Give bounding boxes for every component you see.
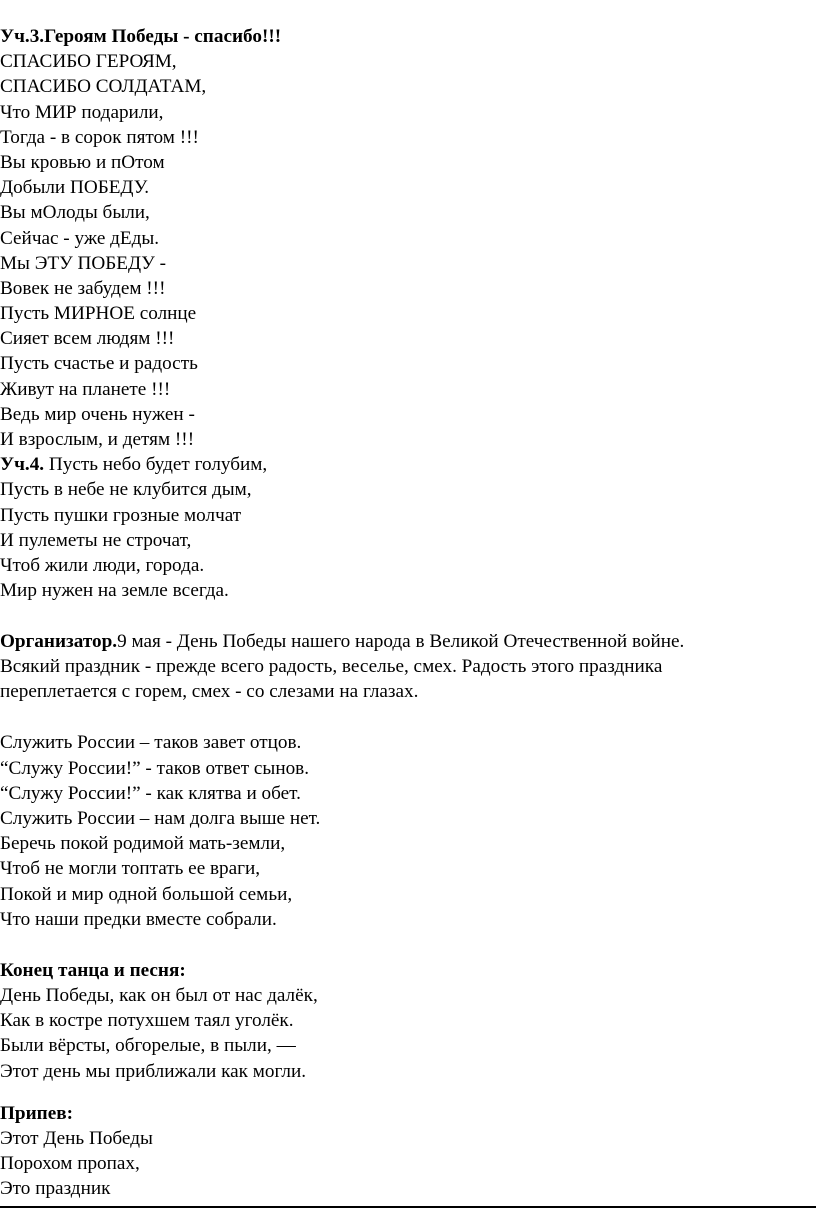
block2-lines (0, 477, 816, 603)
text-line: Служить России – нам долга выше нет. (0, 808, 321, 830)
text-line: Покой и мир одной большой семьи, (0, 883, 293, 905)
text-line: Мир нужен на земле всегда. (0, 580, 229, 602)
text-line: Чтоб не могли топтать ее враги, (0, 858, 261, 880)
text-line: Служить России – таков завет отцов. (0, 732, 302, 754)
spacer (0, 932, 816, 958)
text-line: Это праздник (0, 1178, 111, 1200)
text-line: И пулеметы не строчат, (0, 529, 192, 551)
text-line: Живут на планете !!! (0, 378, 171, 400)
spacer (0, 705, 816, 731)
organizer-label: Организатор. (0, 631, 118, 653)
block2-first-text: Пусть небо будет голубим, (44, 454, 268, 476)
block1-lines (0, 49, 816, 452)
text-line: Что МИР подарили, (0, 101, 164, 123)
spacer (0, 603, 816, 629)
text-line: Этот день мы приближали как могли. (0, 1060, 307, 1082)
dance-song-lines (0, 983, 816, 1084)
text-line: Вы кровью и пОтом (0, 151, 165, 173)
text-line: Пусть пушки грозные молчат (0, 504, 242, 526)
text-line: СПАСИБО ГЕРОЯМ, (0, 51, 177, 73)
text-line: Пусть в небе не клубится дым, (0, 479, 252, 501)
text-line: Чтоб жили люди, города. (0, 554, 205, 576)
block2-first-line (0, 452, 816, 477)
document-page (0, 24, 816, 1201)
spacer (0, 1084, 816, 1101)
text-line: Что наши предки вместе собрали. (0, 908, 277, 930)
text-line: Пусть МИРНОЕ солнце (0, 303, 197, 325)
text-line: Были вёрсты, обгорелые, в пыли, — (0, 1035, 296, 1057)
text-line: переплетается с горем, смех - со слезами на глазах. (0, 681, 419, 703)
chorus-lines (0, 1126, 816, 1202)
text-line: Пусть счастье и радость (0, 353, 198, 375)
text-line: Порохом пропах, (0, 1153, 140, 1175)
text-line: Тогда - в сорок пятом !!! (0, 126, 199, 148)
text-line: Беречь покой родимой мать-земли, (0, 833, 286, 855)
text-line: СПАСИБО СОЛДАТАМ, (0, 76, 207, 98)
text-line: “Служу России!” - таков ответ сынов. (0, 757, 310, 779)
text-line: Всякий праздник - прежде всего радость, веселье, смех. Радость этого праздника (0, 656, 663, 678)
text-line: Сияет всем людям !!! (0, 328, 175, 350)
text-line: И взрослым, и детям !!! (0, 429, 195, 450)
poem-lines (0, 730, 816, 932)
page-bottom-rule (0, 1206, 816, 1208)
chorus-heading: Припев: (0, 1102, 73, 1124)
block2-label: Уч.4. (0, 454, 45, 476)
text-line: Вы мОлоды были, (0, 202, 150, 224)
text-line: Этот День Победы (0, 1127, 153, 1149)
text-line: Добыли ПОБЕДУ. (0, 177, 150, 199)
organizer-first-line (0, 629, 816, 654)
dance-song-heading: Конец танца и песня: (0, 959, 186, 981)
text-line: Сейчас - уже дЕды. (0, 227, 160, 249)
text-line: День Победы, как он был от нас далёк, (0, 984, 318, 1006)
text-line: “Служу России!” - как клятва и обет. (0, 782, 301, 804)
organizer-first-text: 9 мая - День Победы нашего народа в Великой Отечественной войне. (117, 631, 685, 653)
text-line: Как в костре потухшем таял уголёк. (0, 1010, 294, 1032)
text-line: Ведь мир очень нужен - (0, 403, 195, 425)
text-line: Вовек не забудем !!! (0, 277, 166, 299)
block1-heading: Уч.3.Героям Победы - спасибо!!! (0, 26, 282, 47)
text-line: Мы ЭТУ ПОБЕДУ - (0, 252, 167, 274)
